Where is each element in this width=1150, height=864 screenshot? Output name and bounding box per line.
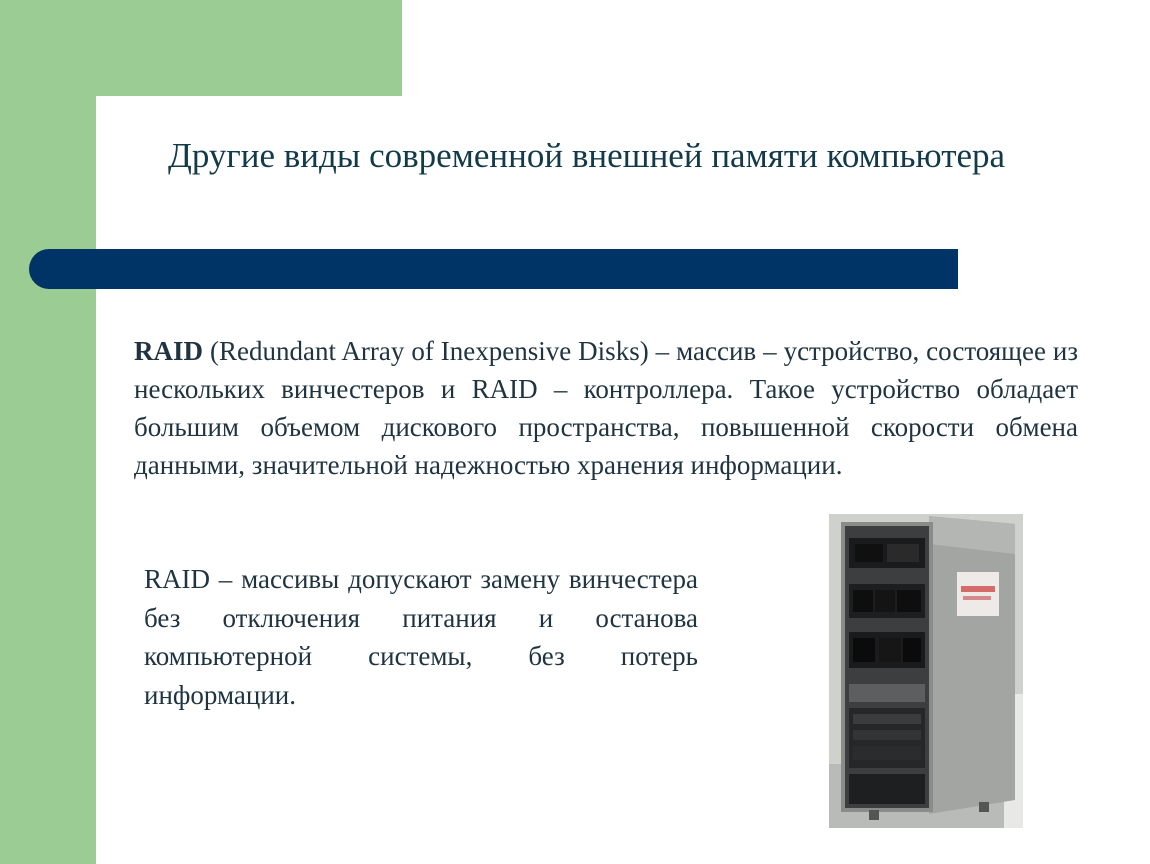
slide-title: Другие виды современной внешней памяти компьютера xyxy=(168,136,1006,175)
server-cabinet-illustration xyxy=(829,514,1023,828)
raid-hotswap-paragraph: RAID – массивы допускают замену винчестера без отключения питания и останова компьютерной системы, без потерь информации. xyxy=(144,564,698,710)
title-divider-bar xyxy=(29,249,958,289)
raid-term: RAID xyxy=(134,336,204,366)
raid-definition-paragraph xyxy=(134,332,1078,484)
raid-definition-text: (Redundant Array of Inexpensive Disks) – массив – устройство, состоящее из нескольких винчестеров и RAID – контроллера. Такое устройство обладает большим объемом дискового пространства, повышенной скорости обмена данными, значительной надежностью хранения информации. xyxy=(134,336,1078,480)
raid-server-photo xyxy=(829,514,1023,828)
green-side-band xyxy=(0,0,96,864)
green-top-band xyxy=(96,0,402,96)
